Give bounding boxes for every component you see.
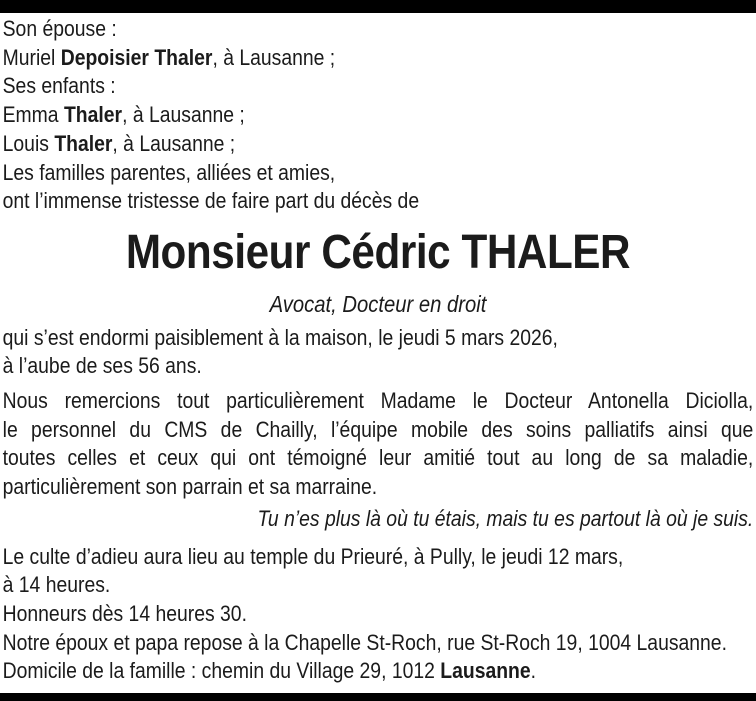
text-segment: Honneurs dès 14 heures 30.: [2, 600, 247, 626]
text-line: [3, 543, 754, 572]
family-intro-block: [3, 15, 754, 216]
top-rule-bar: [0, 0, 756, 13]
text-line: [3, 44, 754, 73]
text-line: [3, 473, 754, 502]
thanks-paragraph: [3, 387, 754, 502]
text-segment: Emma: [2, 102, 64, 128]
text-line: [3, 416, 754, 445]
text-segment: Muriel: [2, 44, 61, 70]
text-segment: Le culte d’adieu aura lieu au temple du Prieuré, à Pully, le jeudi 12 mars,: [2, 543, 624, 569]
text-segment: , à Lausanne ;: [112, 130, 236, 156]
text-segment: Les familles parentes, alliées et amies,: [2, 159, 336, 185]
text-segment: qui s’est endormi paisiblement à la maison, le jeudi 5 mars 2026,: [2, 324, 558, 350]
emphasized-name-text: Thaler: [63, 102, 123, 128]
emphasized-name-text: Thaler: [54, 130, 113, 156]
deceased-name-title: Monsieur Cédric THALER: [125, 225, 631, 279]
text-line: [3, 629, 754, 658]
text-segment: toutes celles et ceux qui ont témoigné leur amitié tout au long de sa maladie,: [2, 445, 754, 471]
text-line: [3, 657, 754, 686]
text-line: [3, 101, 754, 130]
deceased-profession-subtitle: Avocat, Docteur en droit: [269, 290, 487, 317]
text-line: [3, 571, 754, 600]
text-segment: à 14 heures.: [2, 572, 111, 598]
text-segment: Louis: [2, 130, 55, 156]
text-line: [3, 352, 754, 381]
text-segment: le personnel du CMS de Chailly, l’équipe mobile des soins palliatifs ainsi que: [2, 416, 754, 442]
text-segment: Son épouse :: [2, 16, 117, 41]
text-line: [3, 600, 754, 629]
text-line: [3, 72, 754, 101]
text-line: [3, 159, 754, 188]
bottom-rule-bar: [0, 693, 756, 701]
text-line: [3, 187, 754, 216]
memorial-quote: Tu n’es plus là où tu étais, mais tu es partout là où je suis.: [257, 505, 754, 531]
text-line: [3, 15, 754, 44]
text-line: [3, 324, 754, 353]
emphasized-name-text: Depoisier Thaler: [60, 44, 213, 70]
ceremony-info-block: [3, 543, 754, 687]
text-segment: , à Lausanne ;: [212, 44, 336, 70]
text-segment: Domicile de la famille : chemin du Village 29, 1012: [2, 658, 441, 684]
notice-content: [0, 13, 756, 686]
emphasized-name-text: Lausanne: [440, 658, 531, 684]
text-segment: particulièrement son parrain et sa marraine.: [2, 474, 378, 500]
text-line: [3, 130, 754, 159]
text-segment: Ses enfants :: [2, 73, 116, 99]
passing-paragraph: [3, 324, 754, 381]
text-segment: Nous remercions tout particulièrement Madame le Docteur Antonella Diciolla,: [2, 388, 754, 414]
text-line: [3, 444, 754, 473]
text-segment: .: [530, 658, 537, 684]
text-segment: , à Lausanne ;: [122, 102, 245, 128]
text-segment: Notre époux et papa repose à la Chapelle St-Roch, rue St-Roch 19, 1004 Lausanne.: [2, 629, 727, 655]
text-segment: ont l’immense tristesse de faire part du décès de: [2, 188, 420, 214]
text-line: [3, 387, 754, 416]
text-segment: à l’aube de ses 56 ans.: [2, 353, 202, 379]
